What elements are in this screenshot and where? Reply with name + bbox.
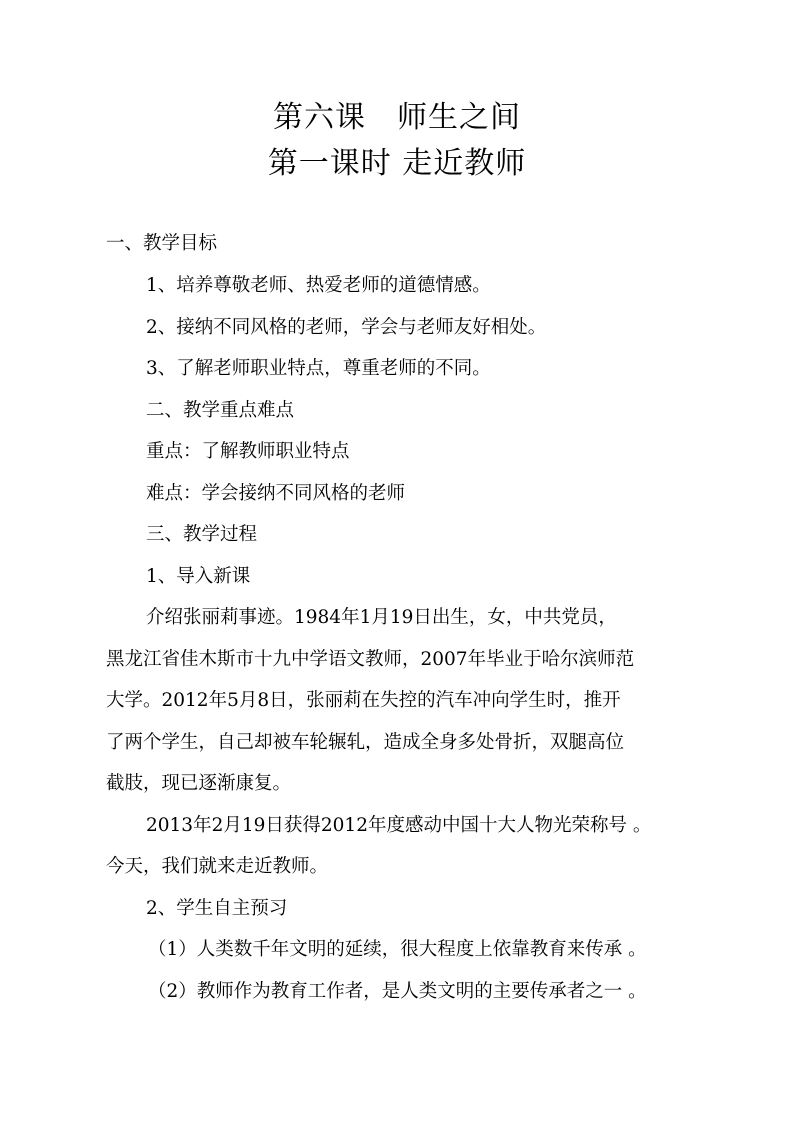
difficulty-line: 难点：学会接纳不同风格的老师	[146, 483, 406, 504]
paragraph-line: 截肢，现已逐渐康复。	[106, 773, 292, 794]
section-heading-key-points: 二、教学重点难点	[146, 400, 295, 421]
key-point-line: 重点：了解教师职业特点	[146, 441, 350, 462]
objective-item: 2、接纳不同风格的老师，学会与老师友好相处。	[146, 317, 547, 338]
paragraph-line: 大学。2012年5月8日，张丽莉在失控的汽车冲向学生时，推开	[106, 690, 621, 711]
paragraph-line: 今天，我们就来走近教师。	[106, 856, 329, 877]
lesson-title: 第六课 师生之间	[273, 100, 521, 135]
paragraph-line: 了两个学生，自己却被车轮辗轧，造成全身多处骨折，双腿高位	[106, 732, 625, 753]
list-item: （1）人类数千年文明的延续，很大程度上依靠教育来传承 。	[148, 939, 647, 960]
paragraph-line: 介绍张丽莉事迹。1984年1月19日出生，女，中共党员，	[146, 607, 617, 628]
section-heading-objectives: 一、教学目标	[106, 233, 218, 254]
subsection-heading: 2、学生自主预习	[146, 898, 288, 919]
objective-item: 3、了解老师职业特点，尊重老师的不同。	[146, 358, 491, 379]
list-item: （2）教师作为教育工作者，是人类文明的主要传承者之一 。	[148, 981, 647, 1002]
lesson-subtitle: 第一课时 走近教师	[267, 146, 527, 181]
objective-item: 1、培养尊敬老师、热爱老师的道德情感。	[146, 275, 491, 296]
section-heading-process: 三、教学过程	[146, 524, 258, 545]
subsection-heading: 1、导入新课	[146, 566, 251, 587]
paragraph-line: 2013年2月19日获得2012年度感动中国十大人物光荣称号 。	[146, 815, 652, 836]
paragraph-line: 黑龙江省佳木斯市十九中学语文教师，2007年毕业于哈尔滨师范	[106, 649, 635, 670]
